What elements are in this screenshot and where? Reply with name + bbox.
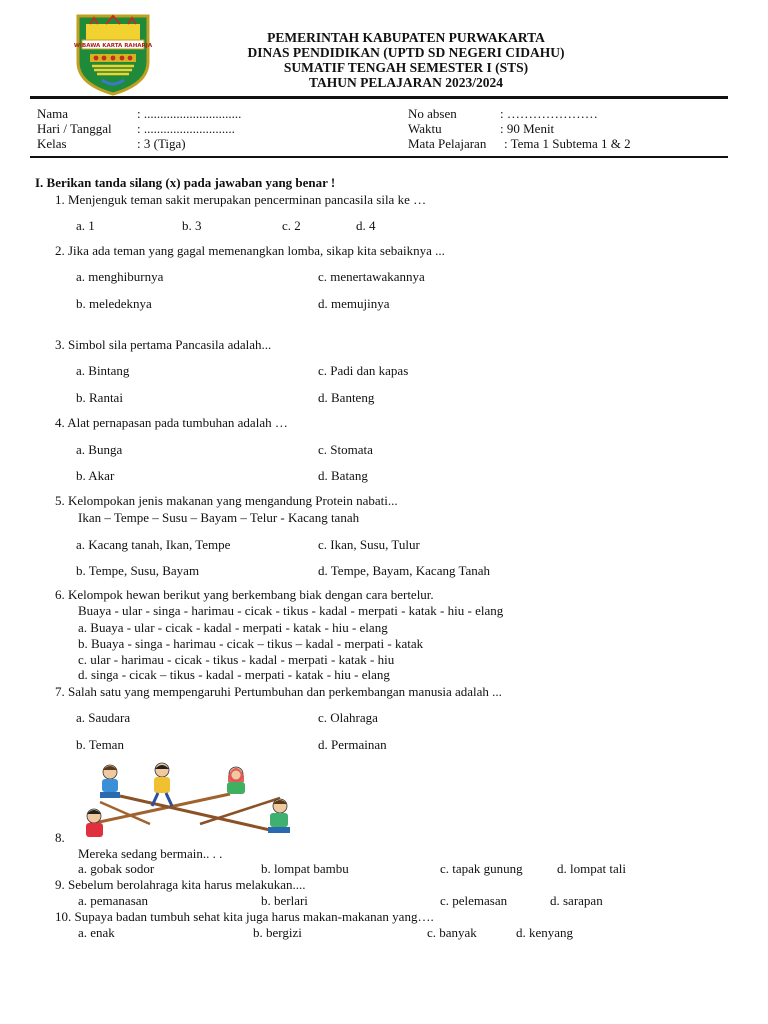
q6-option-a[interactable]: a. Buaya - ular - cicak - kadal - merpati - katak - hiu - elang: [78, 620, 388, 635]
q3-option-c[interactable]: c. Padi dan kapas: [318, 363, 409, 378]
q8-option-c[interactable]: c. tapak gunung: [440, 861, 523, 876]
q5-option-a[interactable]: a. Kacang tanah, Ikan, Tempe: [76, 537, 231, 552]
q6-option-d[interactable]: d. singa - cicak – tikus - kadal - merpati - katak - hiu - elang: [78, 667, 390, 682]
q9-option-c[interactable]: c. pelemasan: [440, 893, 508, 908]
mapel-value: : Tema 1 Subtema 1 & 2: [504, 136, 631, 151]
question-6: 6. Kelompok hewan berikut yang berkembang biak dengan cara bertelur.: [55, 587, 434, 602]
waktu-label: Waktu: [408, 121, 442, 136]
q3-option-b[interactable]: b. Rantai: [76, 390, 123, 405]
q1-option-b[interactable]: b. 3: [182, 218, 202, 233]
nama-label: Nama: [37, 106, 69, 121]
q2-option-a[interactable]: a. menghiburnya: [76, 269, 164, 284]
q2-option-c[interactable]: c. menertawakannya: [318, 269, 425, 284]
q1-option-d[interactable]: d. 4: [356, 218, 376, 233]
q9-option-a[interactable]: a. pemanasan: [78, 893, 149, 908]
absen-field[interactable]: : …………………: [500, 106, 598, 121]
question-8-number: 8.: [55, 830, 65, 845]
q3-option-a[interactable]: a. Bintang: [76, 363, 130, 378]
q2-option-b[interactable]: b. meledeknya: [76, 296, 152, 311]
kelas-value: : 3 (Tiga): [137, 136, 186, 151]
q5-food-list: Ikan – Tempe – Susu – Bayam – Telur - Kacang tanah: [78, 510, 360, 525]
q5-option-b[interactable]: b. Tempe, Susu, Bayam: [76, 563, 200, 578]
question-4: 4. Alat pernapasan pada tumbuhan adalah …: [55, 415, 288, 430]
q4-option-c[interactable]: c. Stomata: [318, 442, 373, 457]
q1-option-c[interactable]: c. 2: [282, 218, 301, 233]
question-8: Mereka sedang bermain.. . .: [78, 846, 223, 861]
question-3: 3. Simbol sila pertama Pancasila adalah...: [55, 337, 272, 352]
q9-option-d[interactable]: d. sarapan: [550, 893, 603, 908]
kelas-label: Kelas: [37, 136, 67, 151]
q3-option-d[interactable]: d. Banteng: [318, 390, 375, 405]
identity-divider: [30, 156, 728, 158]
q5-option-d[interactable]: d. Tempe, Bayam, Kacang Tanah: [318, 563, 491, 578]
q5-option-c[interactable]: c. Ikan, Susu, Tulur: [318, 537, 420, 552]
question-9: 9. Sebelum berolahraga kita harus melakukan....: [55, 877, 306, 892]
svg-text:WIBAWA KARTA RAHARJA: WIBAWA KARTA RAHARJA: [73, 43, 153, 49]
q2-option-d[interactable]: d. memujinya: [318, 296, 390, 311]
section-instruction: I. Berikan tanda silang (x) pada jawaban yang benar !: [35, 175, 336, 190]
nama-field[interactable]: : ..............................: [137, 106, 242, 121]
q6-option-c[interactable]: c. ular - harimau - cicak - tikus - kadal - merpati - katak - hiu: [78, 652, 395, 667]
hari-tanggal-label: Hari / Tanggal: [37, 121, 112, 136]
question-7: 7. Salah satu yang mempengaruhi Pertumbuhan dan perkembangan manusia adalah ...: [55, 684, 502, 699]
q4-option-d[interactable]: d. Batang: [318, 468, 368, 483]
q6-option-b[interactable]: b. Buaya - singa - harimau - cicak – tikus – kadal - merpati - katak: [78, 636, 424, 651]
q10-option-a[interactable]: a. enak: [78, 925, 115, 940]
q8-option-a[interactable]: a. gobak sodor: [78, 861, 155, 876]
header-divider: [30, 96, 728, 99]
header-line-year: TAHUN PELAJARAN 2023/2024: [308, 75, 503, 90]
q9-option-b[interactable]: b. berlari: [261, 893, 308, 908]
q8-option-b[interactable]: b. lompat bambu: [261, 861, 349, 876]
question-2: 2. Jika ada teman yang gagal memenangkan lomba, sikap kita sebaiknya ...: [55, 243, 445, 258]
question-10: 10. Supaya badan tumbuh sehat kita juga harus makan-makanan yang….: [55, 909, 434, 924]
header-line-exam: SUMATIF TENGAH SEMESTER I (STS): [283, 60, 529, 75]
children-playing-illustration: [80, 762, 300, 844]
absen-label: No absen: [408, 106, 457, 121]
q4-option-a[interactable]: a. Bunga: [76, 442, 123, 457]
q10-option-b[interactable]: b. bergizi: [253, 925, 302, 940]
hari-tanggal-field[interactable]: : ............................: [137, 121, 235, 136]
question-5: 5. Kelompokan jenis makanan yang mengandung Protein nabati...: [55, 493, 398, 508]
q10-option-c[interactable]: c. banyak: [427, 925, 477, 940]
q7-option-c[interactable]: c. Olahraga: [318, 710, 378, 725]
q10-option-d[interactable]: d. kenyang: [516, 925, 574, 940]
waktu-value: : 90 Menit: [500, 121, 555, 136]
q8-option-d[interactable]: d. lompat tali: [557, 861, 626, 876]
mapel-label: Mata Pelajaran: [408, 136, 487, 151]
q6-animal-list: Buaya - ular - singa - harimau - cicak - tikus - kadal - merpati - katak - hiu - elang: [78, 603, 504, 618]
header-line-department: DINAS PENDIDIKAN (UPTD SD NEGERI CIDAHU): [247, 45, 565, 60]
q7-option-a[interactable]: a. Saudara: [76, 710, 131, 725]
purwakarta-emblem: [72, 12, 154, 96]
q1-option-a[interactable]: a. 1: [76, 218, 95, 233]
header-line-government: PEMERINTAH KABUPATEN PURWAKARTA: [267, 30, 545, 45]
question-1: 1. Menjenguk teman sakit merupakan pencerminan pancasila sila ke …: [55, 192, 427, 207]
q7-option-b[interactable]: b. Teman: [76, 737, 124, 752]
q4-option-b[interactable]: b. Akar: [76, 468, 115, 483]
q7-option-d[interactable]: d. Permainan: [318, 737, 387, 752]
